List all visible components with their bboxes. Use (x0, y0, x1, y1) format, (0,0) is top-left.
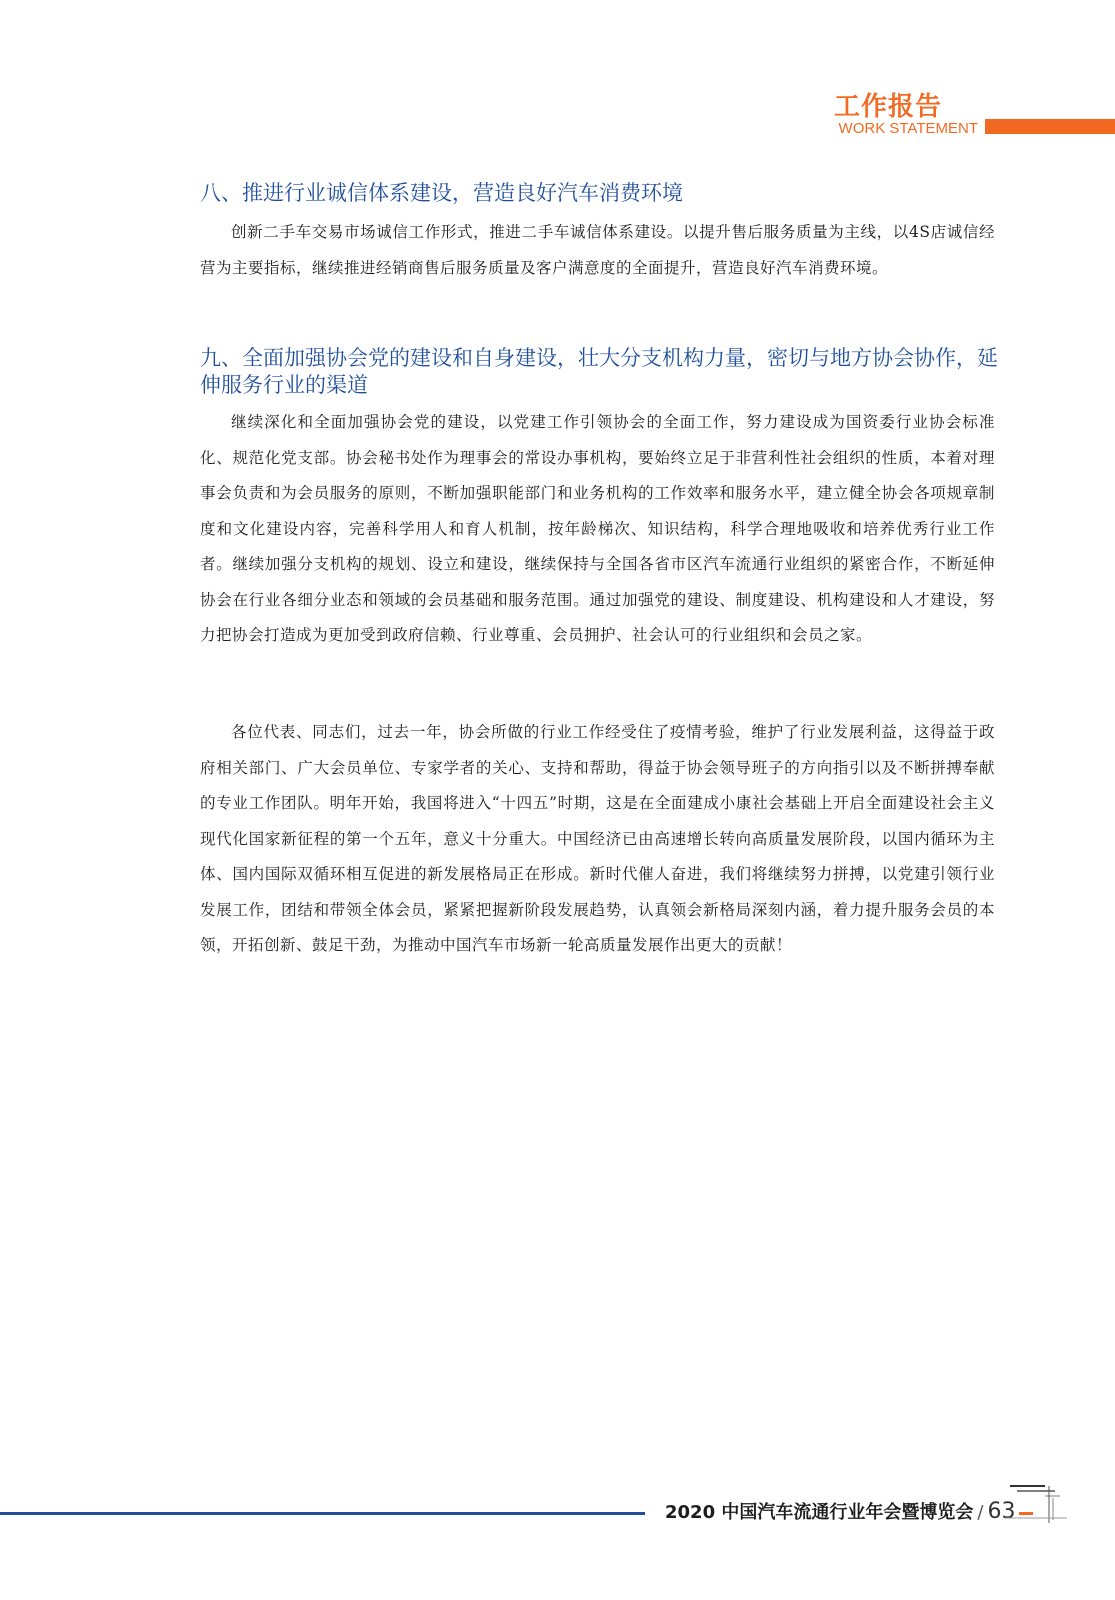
header-title: 工作报告 (833, 92, 942, 122)
footer-event-name: 2020 中国汽车流通行业年会暨博览会 (665, 1502, 974, 1523)
header-accent-bar (985, 119, 1115, 134)
section-8-body: 创新二手车交易市场诚信工作形式，推进二手车诚信体系建设。以提升售后服务质量为主线，以4S店诚信经营为主要指标，继续推进经销商售后服务质量及客户满意度的全面提升，营造良好汽车消费环境。 (200, 223, 995, 277)
footer-separator: / (977, 1502, 984, 1523)
page-number: 63 (987, 1499, 1016, 1524)
header-subtitle: WORK STATEMENT (838, 120, 978, 137)
section-9-heading: 九、全面加强协会党的建设和自身建设，壮大分支机构力量，密切与地方协会协作，延伸服务行业的渠道 (200, 346, 998, 397)
section-9-body: 继续深化和全面加强协会党的建设，以党建工作引领协会的全面工作，努力建设成为国资委行业协会标准化、规范化党支部。协会秘书处作为理事会的常设办事机构，要始终立足于非营利性社会组织的性质，本着对理事会负责和为会员服务的原则，不断加强职能部门和业务机构的工作效率和服务水平，建立健全协会各项规章制度和文化建设内容，完善科学用人和育人机制，按年龄梯次、知识结构，科学合理地吸收和培养优秀行业工作者。继续加强分支机构的规划、设立和建设，继续保持与全国各省市区汽车流通行业组织的紧密合作，不断延伸协会在行业各细分业态和领域的会员基础和服务范围。通过加强党的建设、制度建设、机构建设和人才建设，努力把协会打造成为更加受到政府信赖、行业尊重、会员拥护、社会认可的行业组织和会员之家。 (200, 413, 995, 644)
page-header (815, 86, 1115, 136)
closing-paragraph: 各位代表、同志们，过去一年，协会所做的行业工作经受住了疫情考验，维护了行业发展利益，这得益于政府相关部门、广大会员单位、专家学者的关心、支持和帮助，得益于协会领导班子的方向指引以及不断拼搏奉献的专业工作团队。明年开始，我国将进入“十四五”时期，这是在全面建成小康社会基础上开启全面建设社会主义现代化国家新征程的第一个五年，意义十分重大。中国经济已由高速增长转向高质量发展阶段，以国内循环为主体、国内国际双循环相互促进的新发展格局正在形成。新时代催人奋进，我们将继续努力拼搏，以党建引领行业发展工作，团结和带领全体会员，紧紧把握新阶段发展趋势，认真领会新格局深刻内涵，着力提升服务会员的本领，开拓创新、鼓足干劲，为推动中国汽车市场新一轮高质量发展作出更大的贡献！ (200, 723, 995, 954)
footer-rule (0, 1512, 645, 1515)
section-8-heading: 八、推进行业诚信体系建设，营造良好汽车消费环境 (200, 181, 683, 205)
footer (665, 1498, 1015, 1524)
skyline-logo-icon (1005, 1478, 1075, 1538)
